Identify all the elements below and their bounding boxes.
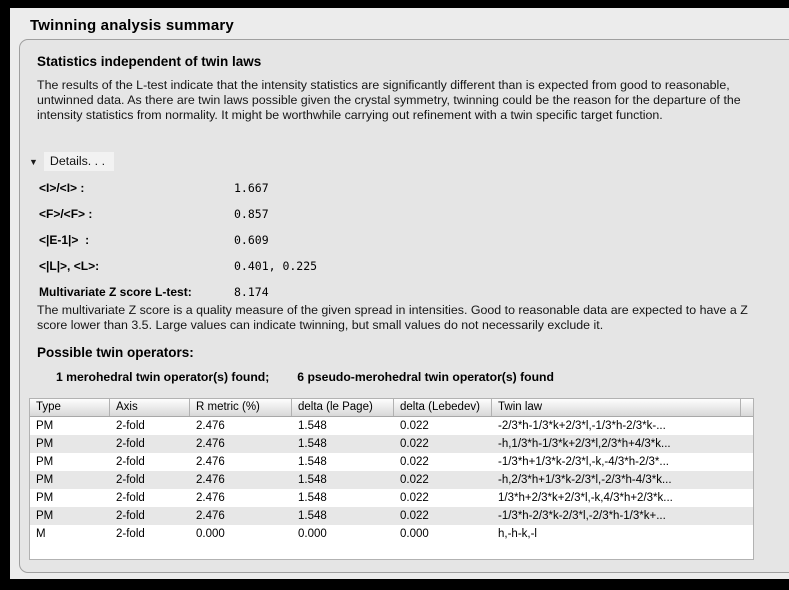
stat-value: 8.174 [234, 285, 269, 299]
cell-delta-le-page: 0.000 [298, 528, 327, 540]
statistics-list [39, 176, 459, 306]
cell-r-metric: 0.000 [196, 528, 225, 540]
details-toggle-label: Details. . . [44, 152, 114, 171]
l-test-paragraph: The results of the L-test indicate that the intensity statistics are significantly different than is expected from good to reasonable, untwinned data. As there are twin laws possible given the crystal symmetry, twinning could be the reason for the departure of the intensity statistics from normality. It might be worthwhile carrying out refinement with a twin specific target function. [37, 78, 741, 123]
cell-axis: 2-fold [116, 474, 145, 486]
details-toggle[interactable] [29, 152, 114, 171]
table-row[interactable] [30, 471, 753, 489]
cell-r-metric: 2.476 [196, 420, 225, 432]
cell-delta-lebedev: 0.022 [400, 456, 429, 468]
table-header-row [30, 399, 753, 417]
cell-axis: 2-fold [116, 438, 145, 450]
cell-delta-lebedev: 0.022 [400, 420, 429, 432]
cell-twin-law: 1/3*h+2/3*k+2/3*l,-k,4/3*h+2/3*k... [498, 492, 673, 504]
cell-delta-lebedev: 0.022 [400, 438, 429, 450]
stat-label: <I>/<I> : [39, 181, 85, 195]
page-title: Twinning analysis summary [30, 17, 234, 34]
cell-delta-lebedev: 0.022 [400, 510, 429, 522]
stats-section-heading: Statistics independent of twin laws [37, 54, 262, 69]
cell-r-metric: 2.476 [196, 438, 225, 450]
cell-twin-law: -h,1/3*h-1/3*k+2/3*l,2/3*h+4/3*k... [498, 438, 671, 450]
cell-delta-lebedev: 0.022 [400, 492, 429, 504]
cell-delta-lebedev: 0.022 [400, 474, 429, 486]
cell-type: M [36, 528, 46, 540]
cell-type: PM [36, 438, 54, 450]
table-row[interactable] [30, 435, 753, 453]
cell-axis: 2-fold [116, 420, 145, 432]
cell-delta-le-page: 1.548 [298, 474, 327, 486]
stat-row [39, 176, 459, 202]
cell-axis: 2-fold [116, 510, 145, 522]
pseudo-merohedral-found-text: 6 pseudo-merohedral twin operator(s) found [297, 370, 554, 384]
stat-value: 0.857 [234, 207, 269, 221]
cell-twin-law: h,-h-k,-l [498, 528, 537, 540]
table-row[interactable] [30, 417, 753, 435]
cell-r-metric: 2.476 [196, 456, 225, 468]
cell-delta-le-page: 1.548 [298, 438, 327, 450]
stat-value: 1.667 [234, 181, 269, 195]
cell-r-metric: 2.476 [196, 492, 225, 504]
cell-type: PM [36, 420, 54, 432]
cell-delta-le-page: 1.548 [298, 492, 327, 504]
cell-type: PM [36, 492, 54, 504]
column-header-delta-le-page[interactable]: delta (le Page) [292, 399, 394, 416]
cell-r-metric: 2.476 [196, 474, 225, 486]
operators-found-line [56, 370, 554, 384]
column-header-axis[interactable]: Axis [110, 399, 190, 416]
twin-operators-table [29, 398, 754, 560]
summary-panel [19, 39, 789, 573]
cell-axis: 2-fold [116, 492, 145, 504]
disclosure-triangle-icon: ▼ [29, 156, 38, 167]
column-header-twin-law[interactable]: Twin law [492, 399, 741, 416]
stat-row [39, 254, 459, 280]
cell-delta-le-page: 1.548 [298, 456, 327, 468]
column-header-type[interactable]: Type [30, 399, 110, 416]
cell-type: PM [36, 474, 54, 486]
stat-value: 0.609 [234, 233, 269, 247]
cell-type: PM [36, 456, 54, 468]
cell-r-metric: 2.476 [196, 510, 225, 522]
column-header-delta-lebedev[interactable]: delta (Lebedev) [394, 399, 492, 416]
cell-axis: 2-fold [116, 528, 145, 540]
cell-type: PM [36, 510, 54, 522]
stat-label: <|L|>, <L>: [39, 259, 100, 273]
table-row[interactable] [30, 489, 753, 507]
cell-twin-law: -h,2/3*h+1/3*k-2/3*l,-2/3*h-4/3*k... [498, 474, 672, 486]
cell-delta-lebedev: 0.000 [400, 528, 429, 540]
stat-label: <|E-1|> : [39, 233, 90, 247]
stat-label: <F>/<F> : [39, 207, 93, 221]
table-row[interactable] [30, 525, 753, 543]
merohedral-found-text: 1 merohedral twin operator(s) found; [56, 370, 270, 384]
cell-axis: 2-fold [116, 456, 145, 468]
z-score-paragraph: The multivariate Z score is a quality measure of the given spread in intensities. Good to reasonable data are expected to have a Z score lower than 3.5. Large values can indicate twinning, but small values do not necessarily exclude it. [37, 303, 748, 333]
cell-twin-law: -1/3*h-2/3*k-2/3*l,-2/3*h-1/3*k+... [498, 510, 666, 522]
table-header-spacer [741, 399, 753, 416]
cell-twin-law: -2/3*h-1/3*k+2/3*l,-1/3*h-2/3*k-... [498, 420, 666, 432]
operators-section-heading: Possible twin operators: [37, 345, 194, 360]
stat-value: 0.401, 0.225 [234, 259, 318, 273]
column-header-r-metric[interactable]: R metric (%) [190, 399, 292, 416]
cell-delta-le-page: 1.548 [298, 510, 327, 522]
stat-row [39, 202, 459, 228]
stat-label: Multivariate Z score L-test: [39, 285, 192, 299]
twinning-summary-dialog [10, 8, 789, 579]
cell-twin-law: -1/3*h+1/3*k-2/3*l,-k,-4/3*h-2/3*... [498, 456, 669, 468]
cell-delta-le-page: 1.548 [298, 420, 327, 432]
table-row[interactable] [30, 507, 753, 525]
table-row[interactable] [30, 453, 753, 471]
stat-row [39, 228, 459, 254]
